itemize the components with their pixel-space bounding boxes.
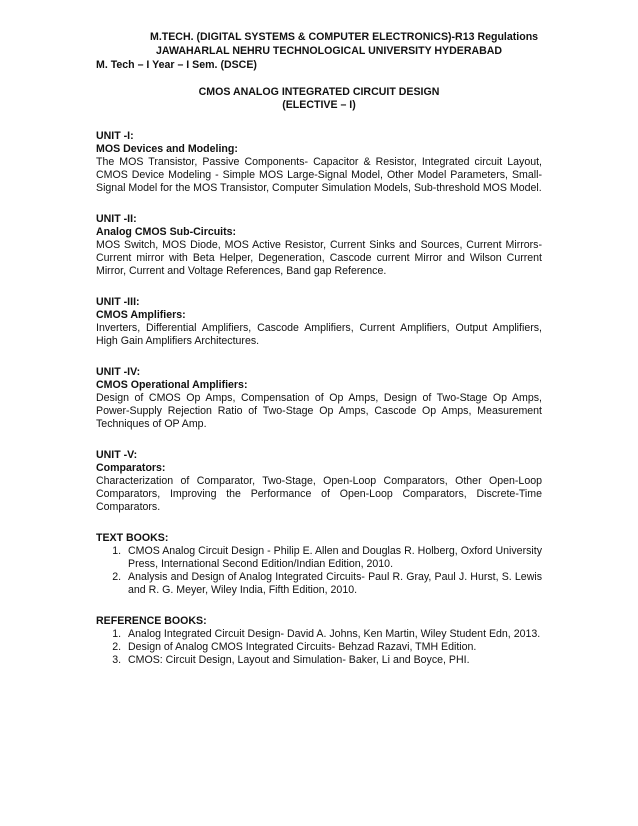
- list-item: 1. CMOS Analog Circuit Design - Philip E. Allen and Douglas R. Holberg, Oxford University Press, International Second Edition/Indian Edition, 2010.: [124, 545, 542, 571]
- course-title: CMOS ANALOG INTEGRATED CIRCUIT DESIGN: [198, 86, 440, 98]
- unit-label: UNIT -III:: [96, 296, 140, 308]
- list-item: 2. Design of Analog CMOS Integrated Circuits- Behzad Razavi, TMH Edition.: [124, 641, 542, 654]
- reference-books-heading: REFERENCE BOOKS:: [96, 615, 207, 627]
- text-books-heading: TEXT BOOKS:: [96, 532, 169, 544]
- unit-content: Characterization of Comparator, Two-Stage, Open-Loop Comparators, Other Open-Loop Comparators, Improving the Performance of Open-Loop Comparators, Discrete-Time Comparators.: [96, 475, 542, 513]
- course-heading: [96, 86, 542, 112]
- unit-title: CMOS Amplifiers:: [96, 309, 186, 321]
- unit-title: Analog CMOS Sub-Circuits:: [96, 226, 237, 238]
- syllabus-page: [96, 30, 542, 667]
- regulation-line: M.TECH. (DIGITAL SYSTEMS & COMPUTER ELECTRONICS)-R13 Regulations: [150, 31, 539, 43]
- list-item: 3. CMOS: Circuit Design, Layout and Simulation- Baker, Li and Boyce, PHI.: [124, 654, 542, 667]
- unit-3: [96, 296, 542, 348]
- text-books-list: [96, 545, 542, 597]
- course-elective: (ELECTIVE – I): [282, 99, 356, 111]
- unit-title: CMOS Operational Amplifiers:: [96, 379, 248, 391]
- unit-2: [96, 213, 542, 278]
- reference-books-list: [96, 628, 542, 667]
- university-name: JAWAHARLAL NEHRU TECHNOLOGICAL UNIVERSITY HYDERABAD: [156, 45, 503, 57]
- unit-content: MOS Switch, MOS Diode, MOS Active Resistor, Current Sinks and Sources, Current Mirrors-Current mirror with Beta Helper, Degeneration, Cascode current Mirror and Wilson Current Mirror, Current and Voltage References, Band gap Reference.: [96, 239, 542, 277]
- list-item: 1. Analog Integrated Circuit Design- David A. Johns, Ken Martin, Wiley Student Edn, 2013.: [124, 628, 542, 641]
- unit-content: Design of CMOS Op Amps, Compensation of Op Amps, Design of Two-Stage Op Amps, Power-Supply Rejection Ratio of Two-Stage Op Amps, Cascode Op Amps, Measurement Techniques of OP Amp.: [96, 392, 542, 430]
- unit-label: UNIT -IV:: [96, 366, 141, 378]
- unit-title: Comparators:: [96, 462, 166, 474]
- reference-books-section: [96, 615, 542, 667]
- unit-label: UNIT -II:: [96, 213, 137, 225]
- unit-1: [96, 130, 542, 195]
- unit-label: UNIT -I:: [96, 130, 134, 142]
- unit-title: MOS Devices and Modeling:: [96, 143, 238, 155]
- unit-label: UNIT -V:: [96, 449, 138, 461]
- units-section: [96, 130, 542, 514]
- year-semester: M. Tech – I Year – I Sem. (DSCE): [96, 59, 257, 71]
- unit-content: Inverters, Differential Amplifiers, Cascode Amplifiers, Current Amplifiers, Output Amplifiers, High Gain Amplifiers Architectures.: [96, 322, 542, 347]
- unit-content: The MOS Transistor, Passive Components- Capacitor & Resistor, Integrated circuit Layout, CMOS Device Modeling - Simple MOS Large-Signal Model, Other Model Parameters, Small-Signal Model for the MOS Transistor, Computer Simulation Models, Sub-threshold MOS Model.: [96, 156, 542, 194]
- text-books-section: [96, 532, 542, 597]
- list-item: 2. Analysis and Design of Analog Integrated Circuits- Paul R. Gray, Paul J. Hurst, S. Lewis and R. G. Meyer, Wiley India, Fifth Edition, 2010.: [124, 571, 542, 597]
- unit-4: [96, 366, 542, 431]
- unit-5: [96, 449, 542, 514]
